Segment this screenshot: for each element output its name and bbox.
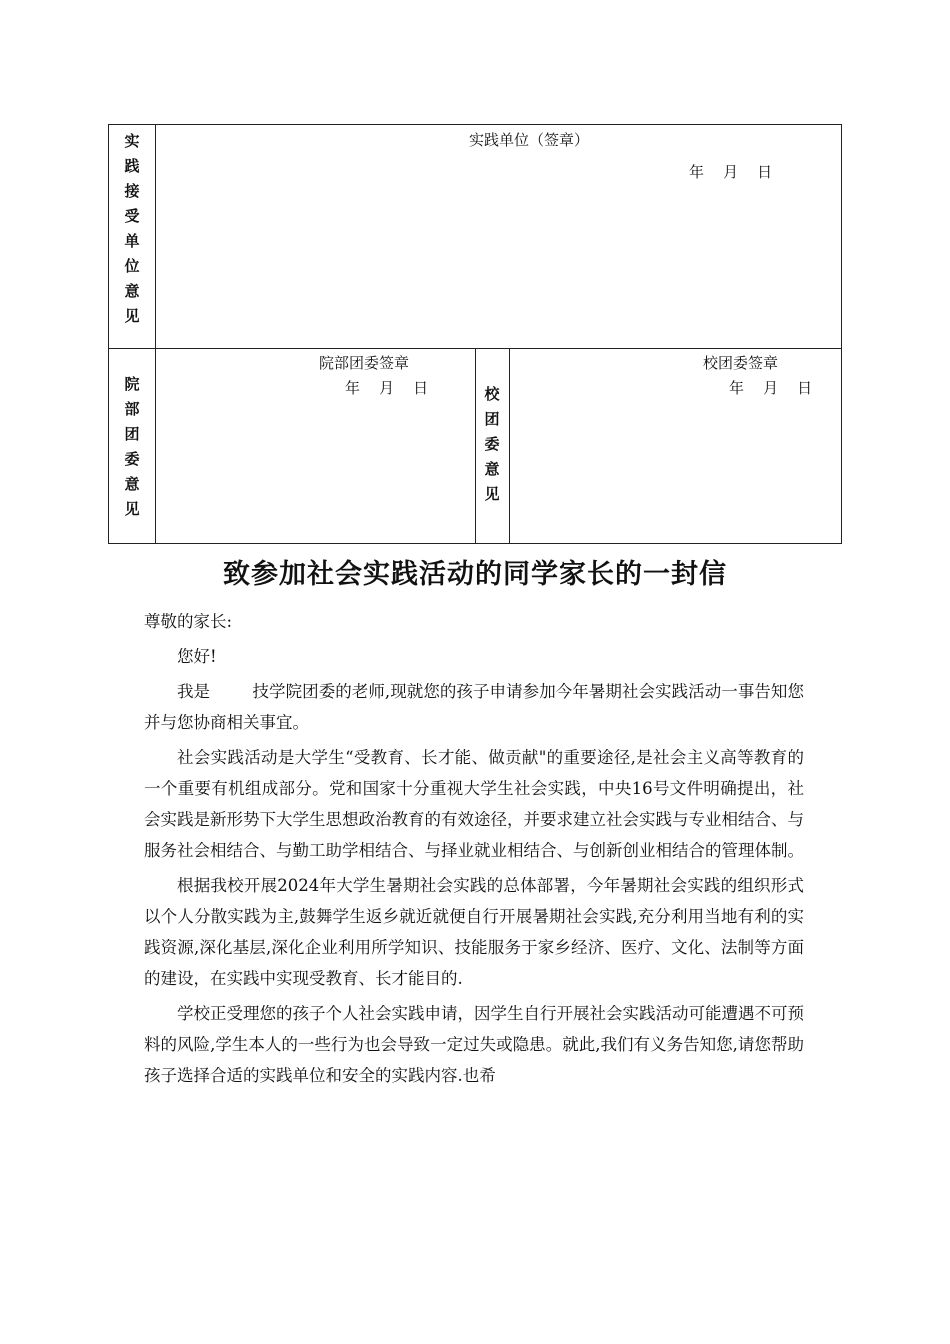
letter-body <box>144 606 804 1095</box>
practice-unit-row <box>109 125 841 349</box>
school-committee-seal: 校团委签章 <box>703 354 779 372</box>
letter-salutation: 尊敬的家长: <box>144 612 233 631</box>
school-committee-date: 年 月 日 <box>729 379 813 397</box>
letter-paragraph: 学校正受理您的孩子个人社会实践申请，因学生自行开展社会实践活动可能遭遇不可预料的风险,学生本人的一些行为也会导致一定过失或隐患。就此,我们有义务告知您,请您帮助孩子选择合适的实践单位和安全的实践内容.也希 <box>144 1004 804 1085</box>
department-opinion-label: 院 部 团 委 意 见 <box>124 375 140 518</box>
letter-paragraph: 根据我校开展2024年大学生暑期社会实践的总体部署，今年暑期社会实践的组织形式以个人分散实践为主,鼓舞学生返乡就近就便自行开展暑期社会实践,充分利用当地有利的实践资源,深化基层,深化企业利用所学知识、技能服务于家乡经济、医疗、文化、法制等方面的建设，在实践中实现受教育、长才能目的. <box>144 876 804 988</box>
practice-unit-seal: 实践单位（签章） <box>469 131 590 149</box>
letter-title: 致参加社会实践活动的同学家长的一封信 <box>223 559 727 590</box>
letter-greeting: 您好! <box>177 647 217 666</box>
practice-unit-date: 年 月 日 <box>689 163 773 181</box>
committee-row <box>109 348 841 543</box>
school-committee-opinion-label: 校 团 委 意 见 <box>484 385 500 503</box>
letter-paragraph: 我是 技学院团委的老师,现就您的孩子申请参加今年暑期社会实践活动一事告知您并与您协商相关事宜。 <box>144 682 804 732</box>
department-date: 年 月 日 <box>345 379 429 397</box>
practice-unit-opinion-label: 实 践 接 受 单 位 意 见 <box>124 132 140 325</box>
row2-divider-a <box>155 348 156 543</box>
department-seal: 院部团委签章 <box>319 354 410 372</box>
letter-paragraph: 社会实践活动是大学生“受教育、长才能、做贡献"的重要途径,是社会主义高等教育的一个重要有机组成部分。党和国家十分重视大学生社会实践，中央16号文件明确提出，社会实践是新形势下大学生思想政治教育的有效途径，并要求建立社会实践与专业相结合、与服务社会相结合、与勤工助学相结合、与择业就业相结合、与创新创业相结合的管理体制。 <box>144 748 804 860</box>
row1-divider <box>155 125 156 348</box>
opinion-form-table <box>108 124 842 544</box>
